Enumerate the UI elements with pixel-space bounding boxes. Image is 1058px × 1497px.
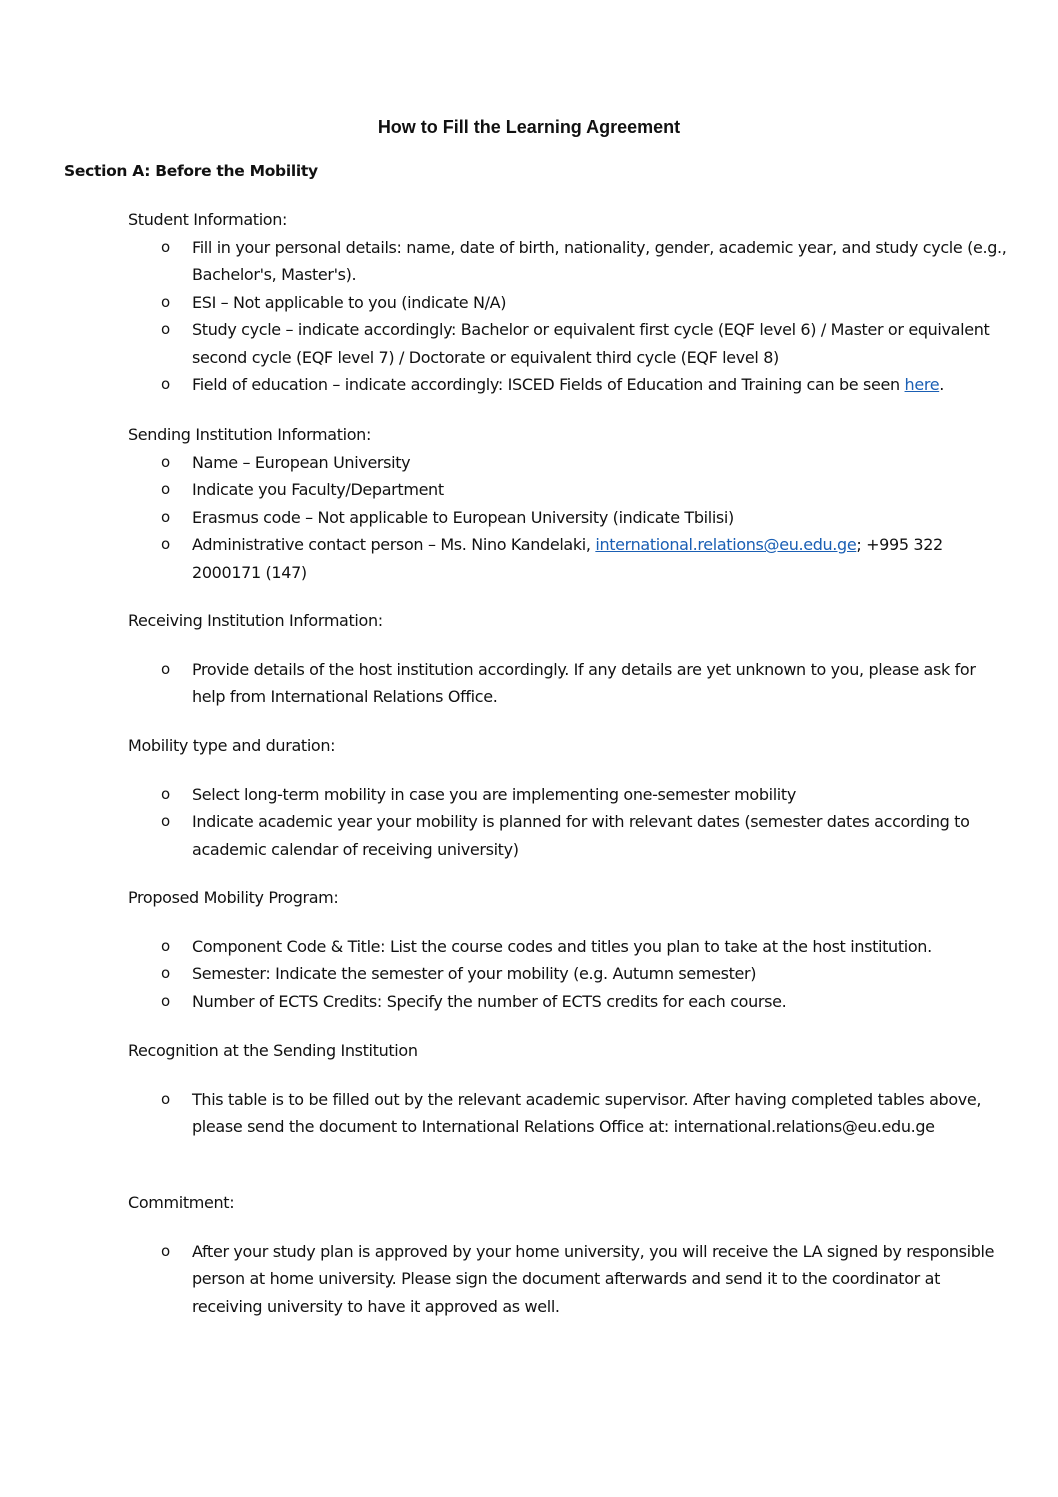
list-item-text-end: . [939, 375, 944, 394]
mobility-type-section [128, 732, 1008, 863]
commitment-section [128, 1189, 1008, 1320]
list-item [128, 504, 1008, 532]
list-item-text: Semester: Indicate the semester of your mobility (e.g. Autumn semester) [192, 964, 757, 983]
list-item [128, 476, 1008, 504]
list-item-text: Erasmus code – Not applicable to European University (indicate Tbilisi) [192, 507, 734, 527]
list-item [128, 371, 1008, 399]
section-a-heading: Section A: Before the Mobility [64, 162, 318, 180]
list-item-text: Indicate academic year your mobility is planned for with relevant dates (semester dates according to academic calendar of receiving university) [192, 812, 970, 859]
list-item-text: Provide details of the host institution accordingly. If any details are yet unknown to you, please ask for help from International Relations Office. [192, 659, 976, 706]
list-item-text: Indicate you Faculty/Department [192, 480, 444, 499]
receiving-institution-heading: Receiving Institution Information: [128, 611, 383, 630]
recognition-heading: Recognition at the Sending Institution [128, 1041, 418, 1060]
bullet-marker: o [161, 480, 170, 498]
commitment-heading: Commitment: [128, 1193, 235, 1212]
commitment-list [128, 1238, 1008, 1321]
recognition-list [128, 1086, 1008, 1141]
bullet-marker: o [161, 292, 170, 311]
list-item-text: Component Code & Title: List the course codes and titles you plan to take at the host institution. [192, 936, 932, 956]
receiving-institution-section [128, 607, 1008, 711]
recognition-section [128, 1037, 1008, 1141]
list-item-text: Administrative contact person – Ms. Nino Kandelaki, [192, 535, 596, 554]
bullet-marker: o [161, 237, 170, 256]
bullet-marker: o [161, 320, 170, 338]
mobility-type-list [128, 781, 1008, 864]
list-item-text: Select long-term mobility in case you are implementing one-semester mobility [192, 784, 796, 804]
list-item-text: Field of education – indicate accordingly: ISCED Fields of Education and Training can be seen [192, 375, 905, 394]
proposed-program-section [128, 884, 1008, 1015]
list-item [128, 531, 1008, 586]
bullet-marker: o [161, 1241, 170, 1260]
list-item-text: ESI – Not applicable to you (indicate N/A) [192, 292, 507, 312]
student-information-heading: Student Information: [128, 210, 288, 229]
list-item [128, 960, 1008, 988]
list-item [128, 289, 1008, 317]
bullet-marker: o [161, 1089, 170, 1108]
bullet-marker: o [161, 659, 170, 678]
bullet-marker: o [161, 375, 170, 393]
list-item [128, 656, 1008, 711]
student-information-section [128, 206, 1008, 399]
list-item-text: Number of ECTS Credits: Specify the number of ECTS credits for each course. [192, 991, 787, 1011]
list-item [128, 933, 1008, 961]
student-information-list [128, 234, 1008, 399]
bullet-marker: o [161, 964, 170, 982]
contact-email-link[interactable]: international.relations@eu.edu.ge [595, 535, 857, 554]
bullet-marker: o [161, 936, 170, 955]
list-item-text: Fill in your personal details: name, date of birth, nationality, gender, academic year, and study cycle (e.g., Bachelor's, Master's). [192, 237, 1007, 284]
list-item [128, 1238, 1008, 1321]
bullet-marker: o [161, 991, 170, 1010]
list-item-text: Study cycle – indicate accordingly: Bachelor or equivalent first cycle (EQF level 6) / Master or equivalent second cycle (EQF level 7) / Doctorate or equivalent third cycle (EQF level 8) [192, 320, 990, 367]
receiving-institution-list [128, 656, 1008, 711]
bullet-marker: o [161, 535, 170, 553]
list-item [128, 449, 1008, 477]
proposed-program-list [128, 933, 1008, 1016]
list-item-text-end: ; +995 322 2000171 (147) [192, 535, 943, 582]
sending-institution-section [128, 421, 1008, 586]
list-item-text: Name – European University [192, 452, 411, 472]
list-item [128, 1086, 1008, 1141]
list-item [128, 808, 1008, 863]
bullet-marker: o [161, 452, 170, 471]
list-item [128, 988, 1008, 1016]
bullet-marker: o [161, 507, 170, 526]
bullet-marker: o [161, 812, 170, 830]
list-item [128, 234, 1008, 289]
list-item [128, 781, 1008, 809]
isced-fields-link[interactable]: here [904, 375, 940, 394]
list-item-text: This table is to be filled out by the relevant academic supervisor. After having completed tables above, please send the document to International Relations Office at: international.relations@eu.edu.ge [192, 1089, 982, 1136]
sending-institution-list [128, 449, 1008, 587]
document-title: How to Fill the Learning Agreement [377, 117, 681, 137]
sending-institution-heading: Sending Institution Information: [128, 425, 371, 444]
proposed-program-heading: Proposed Mobility Program: [128, 888, 339, 907]
list-item-text: After your study plan is approved by your home university, you will receive the LA signed by responsible person at home university. Please sign the document afterwards and send it to the coordinator at receiving university to have it approved as well. [192, 1241, 995, 1316]
bullet-marker: o [161, 784, 170, 803]
list-item [128, 316, 1008, 371]
mobility-type-heading: Mobility type and duration: [128, 736, 336, 755]
